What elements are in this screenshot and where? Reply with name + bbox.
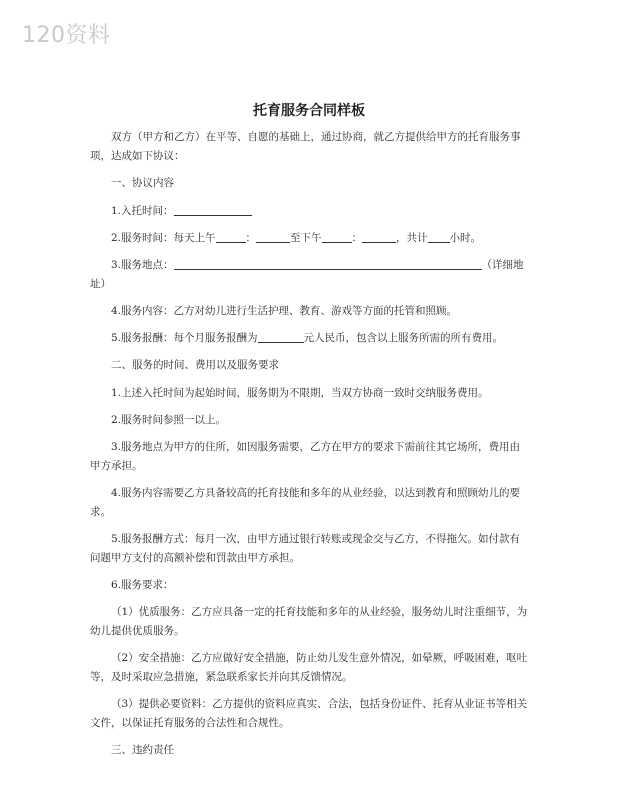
clause-start-time <box>90 202 528 221</box>
section2-clause: 1.上述入托时间为起始时间，服务期为不限期，当双方协商一致时交纳服务费用。 <box>111 387 489 399</box>
blank-line <box>362 230 396 243</box>
section2-clause: 5.服务报酬方式：每月一次，由甲方通过银行转账或现金交与乙方，不得拖欠。如付款有问题甲方支付的高额补偿和罚款由甲方承担。 <box>90 533 521 564</box>
blank-line <box>216 230 246 243</box>
requirement-item: （1）优质服务：乙方应具备一定的托育技能和多年的从业经验，服务幼儿时注重细节，为幼儿提供优质服务。 <box>90 606 528 637</box>
clause-service-content: 4.服务内容：乙方对幼儿进行生活护理、教育、游戏等方面的托管和照顾。 <box>111 305 458 317</box>
requirement-item: （2）安全措施：乙方应做好安全措施，防止幼儿发生意外情况，如晕厥，呼吸困难，呕吐等，及时采取应急措施，紧急联系家长并向其反馈情况。 <box>90 652 528 683</box>
blank-line <box>174 203 252 216</box>
clause-label: 5.服务报酬：每个月服务报酬为 <box>111 332 258 344</box>
section2-clause: 4.服务内容需要乙方具备较高的托育技能和多年的从业经验，以达到教育和照顾幼儿的要求。 <box>90 487 521 518</box>
clause-text: 至下午 <box>290 232 322 244</box>
section-heading-1: 一、协议内容 <box>111 177 174 189</box>
clause-service-fee <box>90 329 528 348</box>
clause-label: 1.入托时间： <box>111 205 174 217</box>
section-heading-3: 三、违约责任 <box>111 744 174 756</box>
clause-text: ： <box>351 232 363 244</box>
section2-clause: 6.服务要求： <box>111 579 174 591</box>
requirement-item: （3）提供必要资料：乙方提供的资料应真实、合法，包括身份证件、托育从业证书等相关文件，以保证托育服务的合法性和合规性。 <box>90 698 528 729</box>
clause-text: ，共计 <box>396 232 428 244</box>
blank-line <box>258 330 304 343</box>
document-title: 托育服务合同样板 <box>253 103 365 119</box>
clause-service-hours <box>90 229 528 248</box>
clause-text: （详细地址） <box>90 259 524 290</box>
intro-paragraph: 双方（甲方和乙方）在平等、自愿的基础上，通过协商，就乙方提供给甲方的托育服务事项，达成如下协议： <box>90 131 521 162</box>
clause-label: 3.服务地点： <box>111 259 174 271</box>
blank-line <box>322 230 352 243</box>
clause-text: 小时。 <box>449 232 482 244</box>
clause-text: ： <box>245 232 257 244</box>
clause-label: 2.服务时间：每天上午 <box>111 232 216 244</box>
watermark-logo: 120资料 <box>22 23 111 48</box>
section-heading-2: 二、服务的时间、费用以及服务要求 <box>111 359 279 371</box>
clause-text: 元人民币，包含以上服务所需的所有费用。 <box>303 332 504 344</box>
blank-line <box>256 230 290 243</box>
blank-line <box>428 230 450 243</box>
clause-service-location <box>90 256 528 294</box>
document-body <box>90 128 528 769</box>
blank-line <box>174 257 482 270</box>
section2-clause: 2.服务时间参照一以上。 <box>111 414 227 426</box>
section2-clause: 3.服务地点为甲方的住所，如因服务需要，乙方在甲方的要求下需前往其它场所，费用由甲方承担。 <box>90 441 521 472</box>
